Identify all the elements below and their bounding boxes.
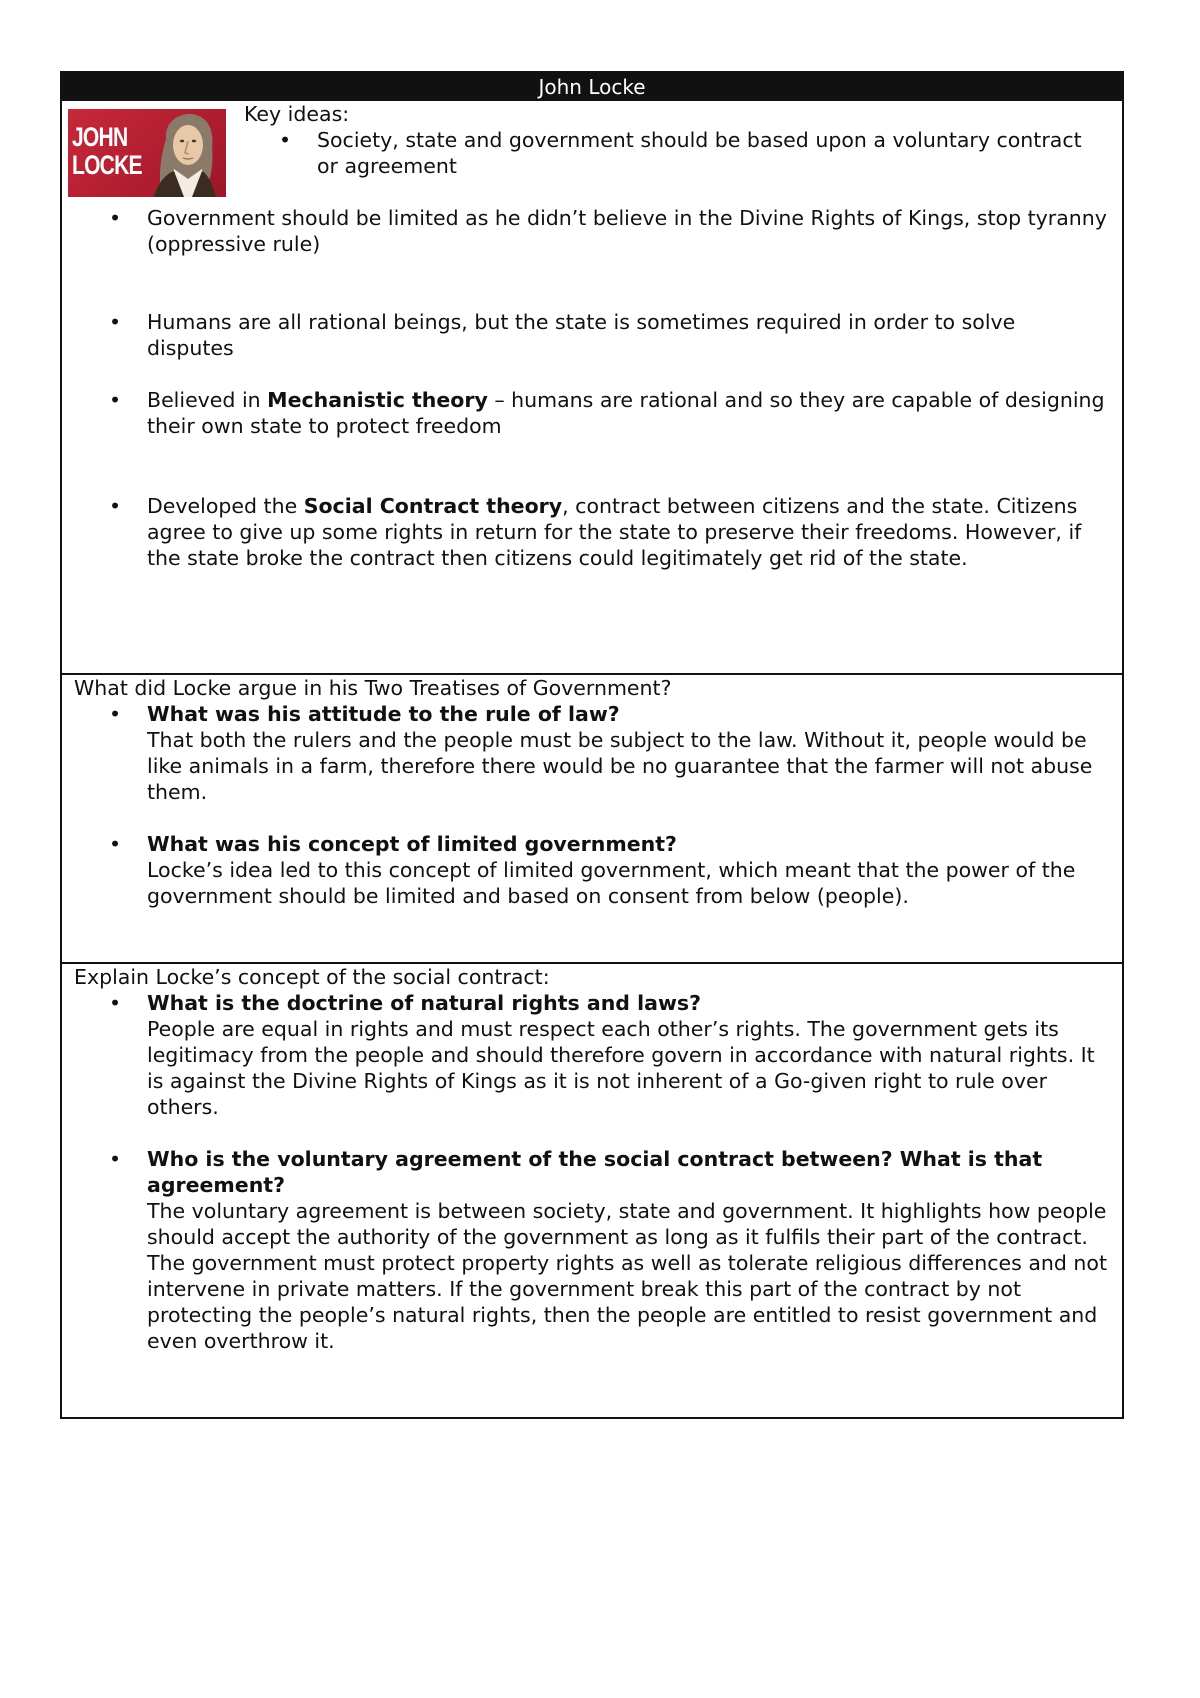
treatises-section xyxy=(62,673,1122,962)
title-bar xyxy=(62,73,1122,101)
question-item xyxy=(62,831,1122,909)
answer-text: Locke’s idea led to this concept of limited government, which meant that the power of the government should be limited and based on consent from below (people). xyxy=(147,858,1076,908)
bullet-icon: • xyxy=(109,991,122,1015)
bullet-icon: • xyxy=(279,128,292,152)
bullet-icon: • xyxy=(109,310,122,334)
question-item xyxy=(62,1146,1122,1354)
bullet-icon: • xyxy=(109,1147,122,1171)
key-idea-text: Society, state and government should be based upon a voluntary contract or agreement xyxy=(317,128,1082,178)
answer-text: People are equal in rights and must respect each other’s rights. The government gets its legitimacy from the people and should therefore govern in accordance with natural rights. It is against the Divine Rights of Kings as it is not inherent of a Go-given right to rule over others. xyxy=(147,1017,1095,1119)
page-title: John Locke xyxy=(538,75,646,99)
key-idea-item xyxy=(62,387,1122,439)
question-item xyxy=(62,701,1122,805)
key-idea-text: Humans are all rational beings, but the state is sometimes required in order to solve disputes xyxy=(147,310,1016,360)
worksheet-table xyxy=(60,71,1124,1419)
question-item xyxy=(62,990,1122,1120)
question-text: Who is the voluntary agreement of the social contract between? What is that agreement? xyxy=(147,1147,1043,1197)
bullet-icon: • xyxy=(109,494,122,518)
question-text: What was his attitude to the rule of law? xyxy=(147,702,620,726)
answer-text: The voluntary agreement is between society, state and government. It highlights how people should accept the authority of the government as long as it fulfils their part of the contract. The government must protect property rights as well as tolerate religious differences and not intervene in private matters. If the government break this part of the contract by not protecting the people’s natural rights, then the people are entitled to resist government and even overthrow it. xyxy=(147,1199,1108,1353)
bullet-icon: • xyxy=(109,388,122,412)
key-idea-item xyxy=(62,309,1122,361)
bullet-icon: • xyxy=(109,832,122,856)
portrait-name-text xyxy=(72,123,142,179)
key-ideas-label: Key ideas: xyxy=(244,102,350,126)
mechanistic-theory-term: Mechanistic theory xyxy=(267,388,488,412)
answer-text: That both the rulers and the people must be subject to the law. Without it, people would be like animals in a farm, therefore there would be no guarantee that the farmer will not abuse them. xyxy=(147,728,1093,804)
portrait-name-line1: JOHN xyxy=(72,122,128,152)
key-idea-text: Believed in Mechanistic theory – humans are rational and so they are capable of designing their own state to protect freedom xyxy=(147,388,1105,438)
key-idea-text: Government should be limited as he didn’t believe in the Divine Rights of Kings, stop tyranny (oppressive rule) xyxy=(147,206,1107,256)
treatises-heading: What did Locke argue in his Two Treatises of Government? xyxy=(74,676,672,700)
portrait-name-line2: LOCKE xyxy=(72,150,142,180)
question-text: What was his concept of limited government? xyxy=(147,832,677,856)
bullet-icon: • xyxy=(109,702,122,726)
portrait-figure-icon xyxy=(144,109,226,197)
question-text: What is the doctrine of natural rights and laws? xyxy=(147,991,702,1015)
social-contract-section xyxy=(62,962,1122,1417)
key-idea-item xyxy=(244,127,1104,179)
key-idea-item xyxy=(62,205,1122,257)
social-contract-theory-term: Social Contract theory xyxy=(303,494,563,518)
key-idea-item xyxy=(62,493,1122,571)
key-ideas-section xyxy=(62,101,1122,673)
john-locke-portrait xyxy=(68,109,226,197)
social-contract-heading: Explain Locke’s concept of the social contract: xyxy=(74,965,550,989)
key-idea-text: Developed the Social Contract theory, contract between citizens and the state. Citizens agree to give up some rights in return for the state to preserve their freedoms. However, if the state broke the contract then citizens could legitimately get rid of the state. xyxy=(147,494,1082,570)
bullet-icon: • xyxy=(109,206,122,230)
